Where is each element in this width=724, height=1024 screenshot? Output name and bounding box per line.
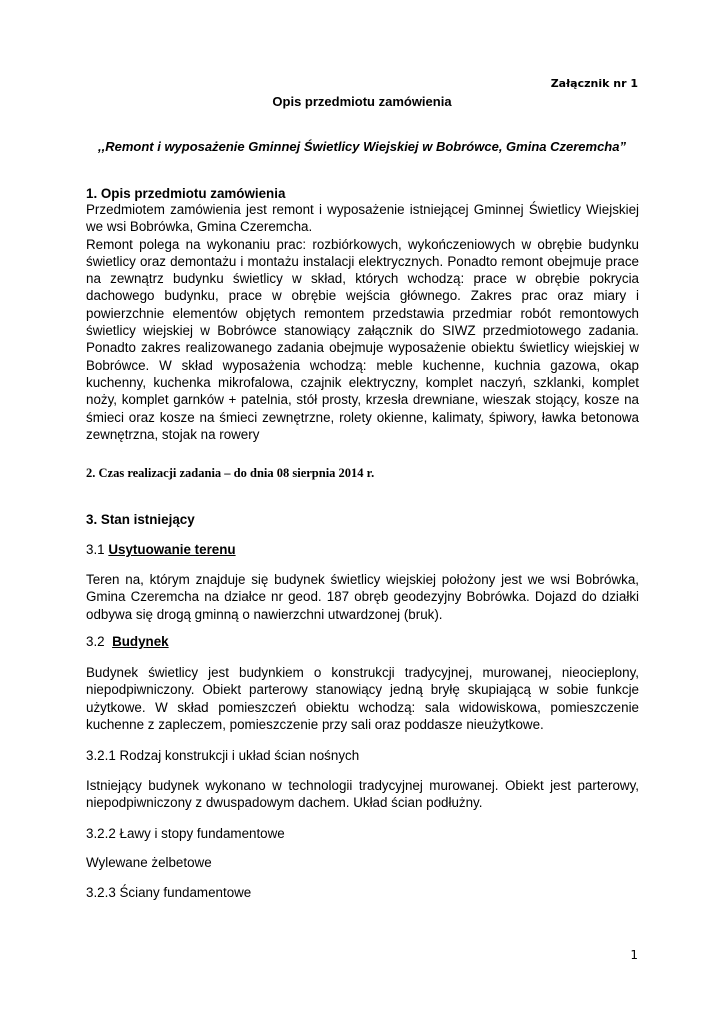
section-3-1-body: Teren na, którym znajduje się budynek świetlicy wiejskiej położony jest we wsi Bobrówka, Gmina Czeremcha na działce nr geod. 187 obręb geodezyjny Bobrówka. Dojazd do działki odbywa się drogą gminną o nawierzchni utwardzonej (bruk). <box>86 572 639 622</box>
section-3-2-1-heading: 3.2.1 Rodzaj konstrukcji i układ ścian nośnych <box>86 748 360 763</box>
section-2-heading: 2. Czas realizacji zadania – do dnia 08 sierpnia 2014 r. <box>86 466 375 480</box>
section-number: 3.1 <box>86 542 105 557</box>
section-1-body <box>86 201 639 443</box>
document-title: Opis przedmiotu zamówienia <box>272 94 452 109</box>
section-title: Usytuowanie terenu <box>108 542 236 557</box>
section-3-2-2-body: Wylewane żelbetowe <box>86 855 212 870</box>
section-title: Budynek <box>112 634 169 649</box>
page-number: 1 <box>630 948 638 962</box>
section-3-heading: 3. Stan istniejący <box>86 512 195 527</box>
section-3-2-body: Budynek świetlicy jest budynkiem o konstrukcji tradycyjnej, murowanej, nieocieplony, niepodpiwniczony. Obiekt parterowy stanowiący jedną bryłę skupiającą w sobie funkcje użytkowe. W skład pomieszczeń obiektu wchodzą: sala widowiskowa, pomieszczenie kuchenne z zapleczem, pomieszczenie przy sali oraz poddasze nieużytkowe. <box>86 665 639 732</box>
paragraph: Remont polega na wykonaniu prac: rozbiórkowych, wykończeniowych w obrębie budynku świetlicy oraz demontażu i montażu instalacji elektrycznych. Ponadto remont obejmuje prace na zewnątrz budynku świetlicy w skład, których wchodzą: prace w obrębie pokrycia dachowego budynku, prace w obrębie wejścia głównego. Zakres prac oraz miary i powierzchnie elementów objętych remontem przedstawia przedmiar robót remontowych świetlicy wiejskiej w Bobrówce stanowiący załącznik do SIWZ przedmiotowego zadania. Ponadto zakres realizowanego zadania obejmuje wyposażenie obiektu świetlicy wiejskiej w Bobrówce. W skład wyposażenia wchodzą: meble kuchenne, kuchnia gazowa, okap kuchenny, kuchenka mikrofalowa, czajnik elektryczny, komplet naczyń, szklanki, komplet noży, komplet garnków + patelnia, stół prosty, krzesła drewniane, wieszak stojący, kosze na śmieci oraz kosze na śmieci zewnętrzne, rolety okienne, kalimaty, śpiwory, ławka betonowa zewnętrzna, stojak na rowery <box>86 236 639 442</box>
section-3-2-2-heading: 3.2.2 Ławy i stopy fundamentowe <box>86 826 285 841</box>
section-1-heading: 1. Opis przedmiotu zamówienia <box>86 186 286 201</box>
paragraph: Przedmiotem zamówienia jest remont i wyposażenie istniejącej Gminnej Świetlicy Wiejskiej we wsi Bobrówka, Gmina Czeremcha. <box>86 202 639 235</box>
section-3-1-heading <box>86 541 639 558</box>
section-3-2-3-heading: 3.2.3 Ściany fundamentowe <box>86 885 252 900</box>
project-title: ,,Remont i wyposażenie Gminnej Świetlicy Wiejskiej w Bobrówce, Gmina Czeremcha” <box>98 139 626 154</box>
section-number: 3.2 <box>86 634 105 649</box>
section-3-2-heading <box>86 633 639 650</box>
section-3-2-1-body: Istniejący budynek wykonano w technologii tradycyjnej murowanej. Obiekt jest parterowy, niepodpiwniczony z dwuspadowym dachem. Układ ścian podłużny. <box>86 778 639 811</box>
attachment-label: Załącznik nr 1 <box>550 77 638 90</box>
